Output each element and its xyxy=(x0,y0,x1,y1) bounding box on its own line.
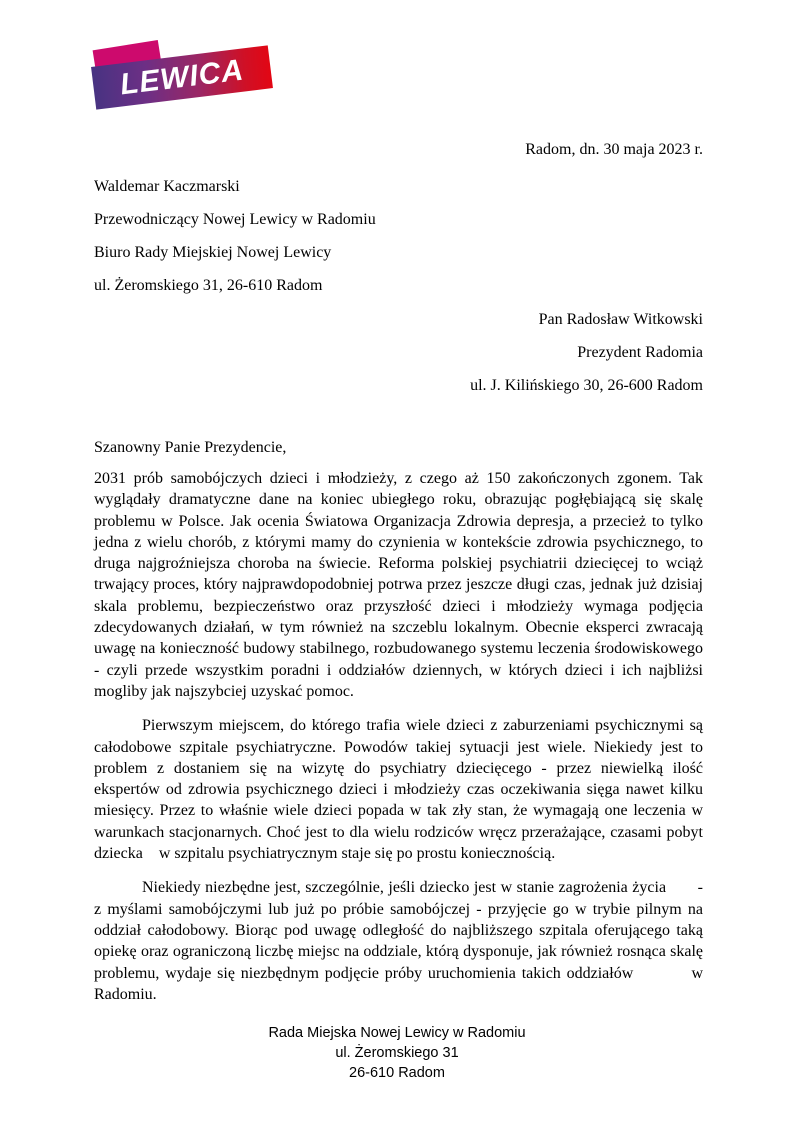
logo-wordmark: LEWICA xyxy=(118,53,246,101)
recipient-block xyxy=(94,309,703,408)
sender-name: Waldemar Kaczmarski xyxy=(94,178,240,195)
date-line: Radom, dn. 30 maja 2023 r. xyxy=(525,141,703,158)
sender-block xyxy=(94,176,376,308)
letter-body xyxy=(94,468,703,1018)
sender-office: Biuro Rady Miejskiej Nowej Lewicy xyxy=(94,244,332,261)
footer-street: ul. Żeromskiego 31 xyxy=(335,1045,459,1061)
paragraph-2: Pierwszym miejscem, do którego trafia wiele dzieci z zaburzeniami psychicznymi są całodobowe szpitale psychiatryczne. Powodów takiej sytuacji jest wiele. Niekiedy jest to problem z dostaniem się na wizytę do psychiatry dziecięcego - przez niewielką ilość ekspertów od zdrowia psychicznego dzieci i młodzieży czas oczekiwania sięga nawet kilku miesięcy. Przez to właśnie wiele dzieci popada w tak zły stan, że wymagają one leczenia w warunkach stacjonarnych. Choć jest to dla wielu rodziców wręcz przerażające, czasami pobyt dziecka w szpitalu psychiatrycznym staje się po prostu koniecznością. xyxy=(94,717,703,863)
recipient-address: ul. J. Kilińskiego 30, 26-600 Radom xyxy=(470,377,703,394)
paragraph-3: Niekiedy niezbędne jest, szczególnie, jeśli dziecko jest w stanie zagrożenia życia - z myślami samobójczymi lub już po próbie samobójczej - przyjęcie go w trybie pilnym na oddział całodobowy. Biorąc pod uwagę odległość do najbliższego szpitala oferującego taką opiekę oraz ograniczoną liczbę miejsc na oddziale, którą dysponuje, jak również rosnąca skalę problemu, wydaje się niezbędnym podjęcie próby uruchomienia takich oddziałów w Radomiu. xyxy=(94,879,703,1003)
footer-block xyxy=(0,1023,794,1083)
lewica-logo xyxy=(92,42,278,110)
recipient-title: Prezydent Radomia xyxy=(577,344,703,361)
footer-city: 26-610 Radom xyxy=(349,1065,445,1081)
salutation: Szanowny Panie Prezydencie, xyxy=(94,439,287,456)
recipient-name: Pan Radosław Witkowski xyxy=(538,311,703,328)
sender-address: ul. Żeromskiego 31, 26-610 Radom xyxy=(94,277,323,294)
footer-org: Rada Miejska Nowej Lewicy w Radomiu xyxy=(268,1025,526,1041)
sender-title: Przewodniczący Nowej Lewicy w Radomiu xyxy=(94,211,376,228)
paragraph-1: 2031 prób samobójczych dzieci i młodzieży, z czego aż 150 zakończonych zgonem. Tak wyglądały dramatyczne dane na koniec ubiegłego roku, obrazując pogłębiającą się skalę problemu w Polsce. Jak ocenia Światowa Organizacja Zdrowia depresja, a przecież to tylko jedna z wielu chorób, z którymi mamy do czynienia w kontekście zdrowia psychicznego, to druga najgroźniejsza choroba na świecie. Reforma polskiej psychiatrii dziecięcej to wciąż trwający proces, który najprawdopodobniej potrwa przez jeszcze długi czas, jednak już dzisiaj skala problemu, bezpieczeństwo oraz przyszłość dzieci i młodzieży wymaga podjęcia zdecydowanych działań, w tym również na szczeblu lokalnym. Obecnie eksperci zwracają uwagę na konieczność budowy stabilnego, rozbudowanego systemu leczenia środowiskowego - czyli przede wszystkim poradni i oddziałów dziennych, w których dzieci i ich najbliżsi mogliby jak najszybciej uzyskać pomoc. xyxy=(94,470,703,700)
